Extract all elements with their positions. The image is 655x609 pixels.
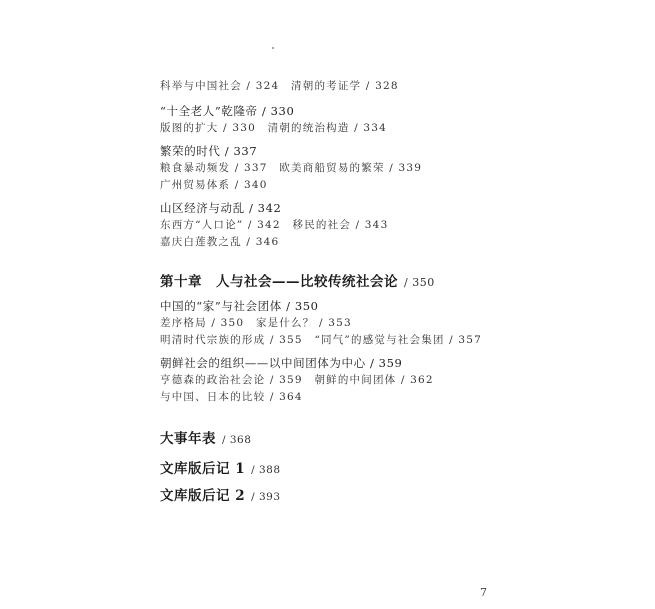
toc-subentry[interactable]: 嘉庆白莲教之乱 / 346 xyxy=(160,236,280,248)
toc-subentry[interactable]: 东西方“人口论” / 342 移民的社会 / 343 xyxy=(160,219,389,231)
chronology-heading[interactable] xyxy=(160,427,251,447)
page-number: 7 xyxy=(480,586,487,599)
chronology-page: / 368 xyxy=(222,434,252,446)
afterword-2-page: / 393 xyxy=(251,491,281,503)
chapter-heading[interactable] xyxy=(160,270,435,290)
toc-subentry[interactable]: 亨德森的政治社会论 / 359 朝鲜的中间团体 / 362 xyxy=(160,374,434,386)
afterword-1-title: 文库版后记 1 xyxy=(160,461,246,477)
toc-section-1 xyxy=(160,78,399,95)
toc-subentry[interactable]: 广州贸易体系 / 340 xyxy=(160,179,268,191)
toc-entry[interactable]: 山区经济与动乱 / 342 xyxy=(160,201,282,215)
scan-speck xyxy=(272,47,274,49)
toc-subentry[interactable]: 粮食暴动频发 / 337 欧美商船贸易的繁荣 / 339 xyxy=(160,162,423,174)
toc-section-4 xyxy=(160,200,388,251)
toc-entry[interactable]: 朝鲜社会的组织——以中间团体为中心 / 359 xyxy=(160,356,403,370)
toc-section-2 xyxy=(160,103,387,137)
toc-subentry[interactable]: 版图的扩大 / 330 清朝的统治构造 / 334 xyxy=(160,122,388,134)
toc-subentry[interactable]: 差序格局 / 350 家是什么？ / 353 xyxy=(160,317,352,329)
toc-section-5 xyxy=(160,298,482,349)
afterword-2-heading[interactable] xyxy=(160,484,281,504)
toc-subentry[interactable]: 明清时代宗族的形成 / 355 “同气”的感觉与社会集团 / 357 xyxy=(160,334,483,346)
toc-entry[interactable]: 繁荣的时代 / 337 xyxy=(160,144,258,158)
toc-section-3 xyxy=(160,143,422,194)
toc-section-6 xyxy=(160,355,434,406)
toc-entry[interactable]: 中国的“家”与社会团体 / 350 xyxy=(160,299,319,313)
chapter-page: / 350 xyxy=(404,276,435,289)
toc-subentry[interactable]: 科举与中国社会 / 324 清朝的考证学 / 328 xyxy=(160,80,399,92)
chapter-title: 第十章 人与社会——比较传统社会论 xyxy=(160,274,398,290)
afterword-1-page: / 388 xyxy=(251,464,281,476)
chronology-title: 大事年表 xyxy=(160,431,216,447)
toc-subentry[interactable]: 与中国、日本的比较 / 364 xyxy=(160,391,303,403)
toc-entry[interactable]: “十全老人”乾隆帝 / 330 xyxy=(160,104,295,118)
afterword-1-heading[interactable] xyxy=(160,457,281,477)
afterword-2-title: 文库版后记 2 xyxy=(160,488,246,504)
